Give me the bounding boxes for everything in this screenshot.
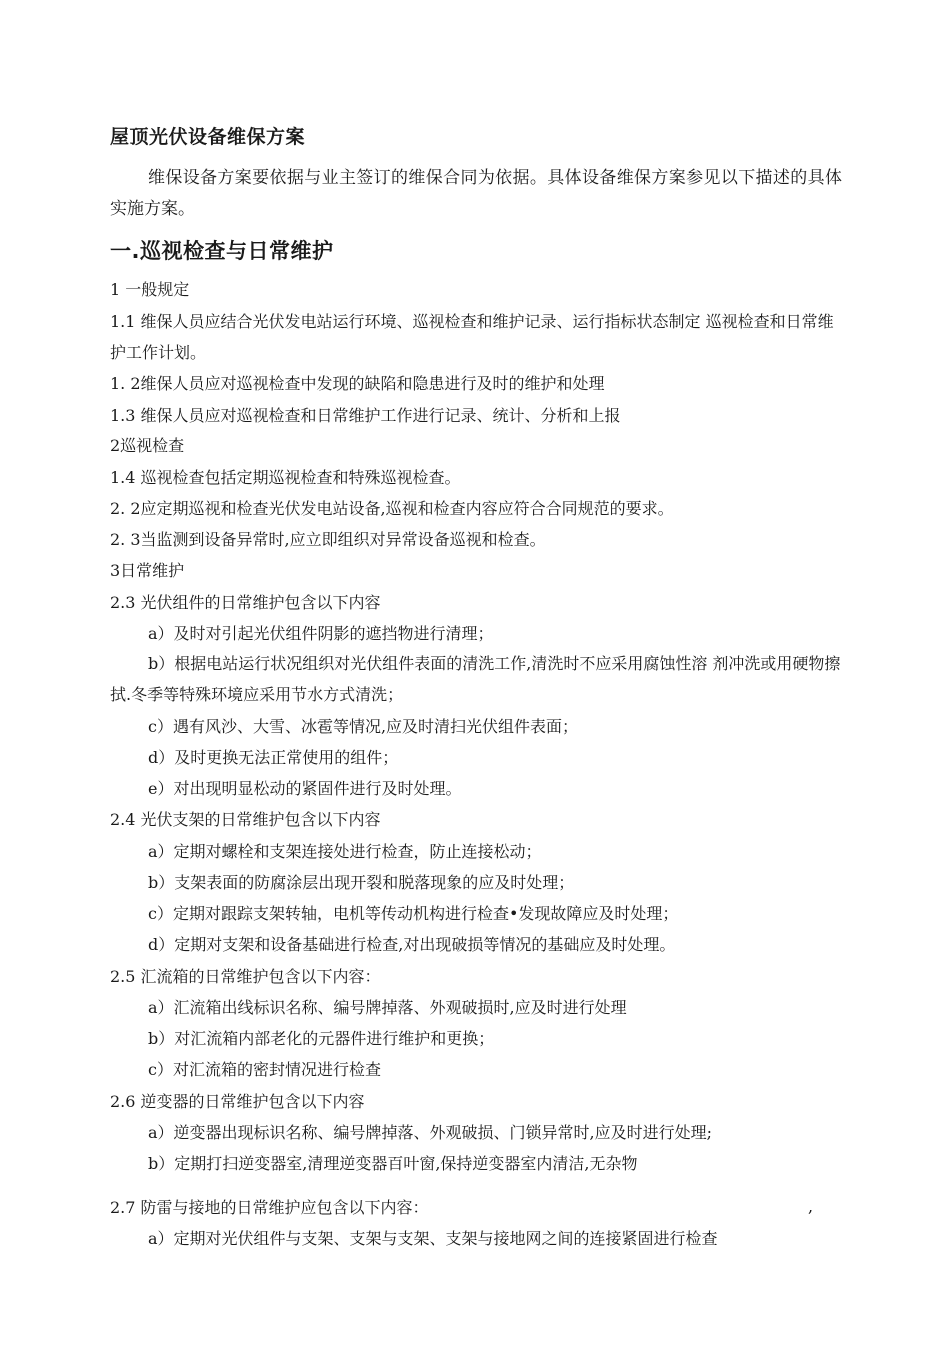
list-item: e）对出现明显松动的紧固件进行及时处理。 [148,779,462,798]
list-item: c）对汇流箱的密封情况进行检查 [148,1060,381,1079]
clause-line: 2. 2应定期巡视和检查光伏发电站设备,巡视和检查内容应符合合同规范的要求。 [110,499,674,518]
clause-line: 2.3 光伏组件的日常维护包含以下内容 [110,593,381,612]
list-item: a）定期对螺栓和支架连接处进行检查，防止连接松动； [148,842,542,861]
subsection-heading: 1 一般规定 [110,280,190,299]
stray-comma-mark: , [808,1197,814,1216]
clause-line: 1.4 巡视检查包括定期巡视检查和特殊巡视检查。 [110,468,461,487]
list-item: a）汇流箱出线标识名称、编号牌掉落、外观破损时,应及时进行处理 [148,998,627,1017]
list-item: d）及时更换无法正常使用的组件； [148,748,399,767]
clause-line: 2.6 逆变器的日常维护包含以下内容 [110,1092,365,1111]
clause-line: 2.5 汇流箱的日常维护包含以下内容： [110,967,381,986]
list-item: a）逆变器出现标识名称、编号牌掉落、外观破损、门锁异常时,应及时进行处理; [148,1123,713,1142]
clause-line: 2.4 光伏支架的日常维护包含以下内容 [110,810,381,829]
list-item: c）定期对跟踪支架转轴，电机等传动机构进行检查•发现故障应及时处理； [148,904,679,923]
clause-paragraph: 1.1 维保人员应结合光伏发电站运行环境、巡视检查和维护记录、运行指标状态制定 巡视检查和日常维护工作计划。 [110,312,834,362]
list-item: b）根据电站运行状况组织对光伏组件表面的清洗工作,清洗时不应采用腐蚀性溶 剂冲洗或用硬物擦拭.冬季等特殊环境应采用节水方式清洗； [110,654,841,704]
list-item: b）定期打扫逆变器室,清理逆变器百叶窗,保持逆变器室内清洁,无杂物 [148,1154,638,1173]
list-item: b）支架表面的防腐涂层出现开裂和脱落现象的应及时处理； [148,873,575,892]
clause-line: 1.3 维保人员应对巡视检查和日常维护工作进行记录、统计、分析和上报 [110,406,621,425]
list-item: d）定期对支架和设备基础进行检查,对出现破损等情况的基础应及时处理。 [148,935,676,954]
subsection-heading: 3日常维护 [110,561,185,580]
list-item: b）对汇流箱内部老化的元器件进行维护和更换； [148,1029,495,1048]
list-item: a）定期对光伏组件与支架、支架与支架、支架与接地网之间的连接紧固进行检查 [148,1229,718,1248]
clause-line: 2.7 防雷与接地的日常维护应包含以下内容： [110,1198,429,1217]
clause-line: 2. 3当监测到设备异常时,应立即组织对异常设备巡视和检查。 [110,530,546,549]
subsection-heading: 2巡视检查 [110,436,185,455]
list-item: c）遇有风沙、大雪、冰雹等情况,应及时清扫光伏组件表面； [148,717,579,736]
intro-paragraph: 维保设备方案要依据与业主签订的维保合同为依据。具体设备维保方案参见以下描述的具体实施方案。 [110,168,842,219]
list-item: a）及时对引起光伏组件阴影的遮挡物进行清理； [148,624,494,643]
document-title: 屋顶光伏设备维保方案 [110,126,306,148]
clause-line: 1. 2维保人员应对巡视检查中发现的缺陷和隐患进行及时的维护和处理 [110,374,605,393]
section-heading: 一.巡视检查与日常维护 [110,239,334,263]
